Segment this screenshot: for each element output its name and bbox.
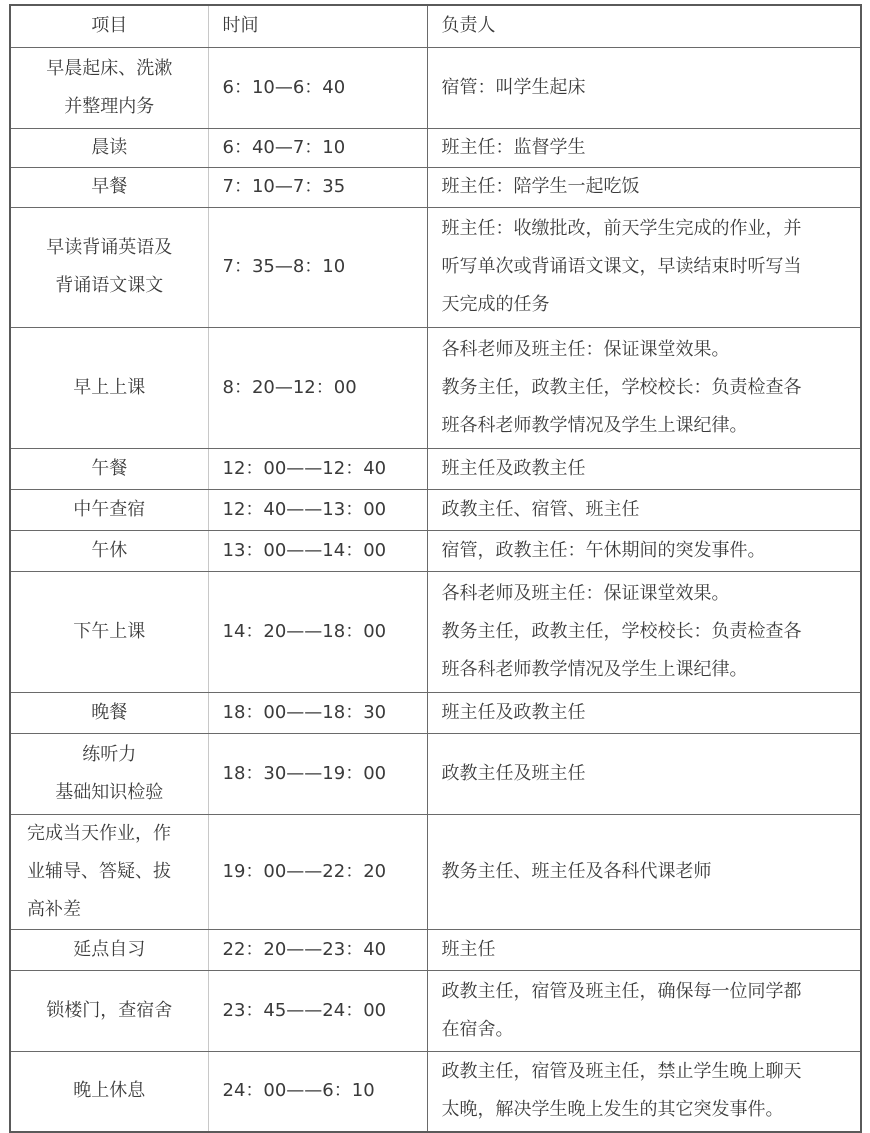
table-row bbox=[10, 814, 861, 929]
item-line: 下午上课 bbox=[73, 620, 146, 642]
daily-schedule-table bbox=[9, 4, 862, 1133]
owner-line: 在宿舍。 bbox=[441, 1018, 514, 1040]
cell-item bbox=[10, 167, 208, 207]
table-row bbox=[10, 929, 861, 970]
owner-line: 各科老师及班主任：保证课堂效果。 bbox=[441, 582, 730, 604]
item-line: 午休 bbox=[91, 539, 128, 561]
item-line: 晚餐 bbox=[91, 701, 128, 723]
cell-time: 18：00——18：30 bbox=[208, 692, 427, 733]
cell-owner bbox=[427, 448, 861, 489]
owner-line: 天完成的任务 bbox=[441, 294, 550, 315]
table-row bbox=[10, 530, 861, 571]
cell-time: 12：40——13：00 bbox=[208, 489, 427, 530]
item-line: 早读背诵英语及 bbox=[46, 237, 173, 258]
cell-time: 12：00——12：40 bbox=[208, 448, 427, 489]
cell-owner bbox=[427, 167, 861, 207]
cell-item bbox=[10, 448, 208, 489]
cell-owner bbox=[427, 970, 861, 1051]
cell-owner bbox=[427, 47, 861, 128]
owner-line: 各科老师及班主任：保证课堂效果。 bbox=[441, 338, 730, 360]
item-line: 晨读 bbox=[91, 136, 128, 158]
cell-item bbox=[10, 733, 208, 814]
cell-time: 24：00——6：10 bbox=[208, 1051, 427, 1132]
owner-line: 班各科老师教学情况及学生上课纪律。 bbox=[441, 414, 748, 436]
cell-item bbox=[10, 1051, 208, 1132]
item-line: 午餐 bbox=[91, 457, 128, 479]
cell-item bbox=[10, 814, 208, 929]
item-line: 基础知识检验 bbox=[55, 781, 164, 803]
owner-line: 教务主任，政教主任，学校校长：负责检查各 bbox=[441, 376, 802, 398]
item-line: 早餐 bbox=[91, 176, 128, 197]
item-line: 并整理内务 bbox=[64, 95, 155, 117]
cell-time: 8：20—12：00 bbox=[208, 327, 427, 448]
cell-owner bbox=[427, 530, 861, 571]
owner-line: 班主任及政教主任 bbox=[441, 701, 586, 723]
table-header bbox=[10, 5, 861, 47]
cell-item bbox=[10, 530, 208, 571]
cell-owner bbox=[427, 489, 861, 530]
owner-line: 班主任：监督学生 bbox=[441, 136, 586, 158]
cell-owner bbox=[427, 1051, 861, 1132]
cell-item bbox=[10, 489, 208, 530]
item-line: 练听力 bbox=[82, 743, 137, 765]
table-body bbox=[10, 47, 861, 1132]
cell-item bbox=[10, 47, 208, 128]
table-row bbox=[10, 571, 861, 692]
owner-line: 宿管：叫学生起床 bbox=[441, 76, 586, 98]
owner-line: 宿管，政教主任：午休期间的突发事件。 bbox=[441, 539, 766, 561]
header-item: 项目 bbox=[10, 5, 208, 47]
cell-time: 14：20——18：00 bbox=[208, 571, 427, 692]
cell-item bbox=[10, 692, 208, 733]
cell-owner bbox=[427, 814, 861, 929]
cell-time: 13：00——14：00 bbox=[208, 530, 427, 571]
cell-owner bbox=[427, 733, 861, 814]
cell-time: 22：20——23：40 bbox=[208, 929, 427, 970]
owner-line: 班主任及政教主任 bbox=[441, 457, 586, 479]
cell-time: 6：40—7：10 bbox=[208, 128, 427, 167]
owner-line: 政教主任，宿管及班主任，禁止学生晚上聊天 bbox=[441, 1061, 802, 1083]
owner-line: 教务主任、班主任及各科代课老师 bbox=[441, 860, 712, 882]
cell-item bbox=[10, 327, 208, 448]
table-row bbox=[10, 47, 861, 128]
header-owner: 负责人 bbox=[427, 5, 861, 47]
cell-time: 7：35—8：10 bbox=[208, 207, 427, 327]
cell-owner bbox=[427, 571, 861, 692]
item-line: 高补差 bbox=[27, 898, 81, 920]
item-line: 早晨起床、洗漱 bbox=[46, 57, 173, 79]
cell-owner bbox=[427, 207, 861, 327]
item-line: 背诵语文课文 bbox=[55, 275, 164, 296]
owner-line: 听写单次或背诵语文课文，早读结束时听写当 bbox=[441, 256, 802, 277]
cell-time: 6：10—6：40 bbox=[208, 47, 427, 128]
cell-owner bbox=[427, 929, 861, 970]
table-row bbox=[10, 970, 861, 1051]
table-row bbox=[10, 128, 861, 167]
owner-line: 班主任：陪学生一起吃饭 bbox=[441, 176, 640, 197]
owner-line: 政教主任、宿管、班主任 bbox=[441, 498, 640, 520]
header-row bbox=[10, 5, 861, 47]
table-row bbox=[10, 1051, 861, 1132]
table-row bbox=[10, 692, 861, 733]
item-line: 锁楼门，查宿舍 bbox=[46, 999, 173, 1021]
item-line: 中午查宿 bbox=[73, 498, 146, 520]
table-row bbox=[10, 327, 861, 448]
cell-time: 18：30——19：00 bbox=[208, 733, 427, 814]
item-line: 完成当天作业，作 bbox=[27, 822, 171, 844]
item-line: 延点自习 bbox=[73, 938, 146, 960]
table-row bbox=[10, 489, 861, 530]
item-line: 早上上课 bbox=[73, 376, 146, 398]
header-time: 时间 bbox=[208, 5, 427, 47]
cell-time: 23：45——24：00 bbox=[208, 970, 427, 1051]
cell-time: 7：10—7：35 bbox=[208, 167, 427, 207]
cell-item bbox=[10, 128, 208, 167]
owner-line: 太晚，解决学生晚上发生的其它突发事件。 bbox=[441, 1099, 784, 1121]
owner-line: 班主任 bbox=[441, 938, 496, 960]
table-row bbox=[10, 167, 861, 207]
item-line: 晚上休息 bbox=[73, 1080, 146, 1102]
cell-item bbox=[10, 929, 208, 970]
owner-line: 政教主任，宿管及班主任，确保每一位同学都 bbox=[441, 980, 802, 1002]
owner-line: 政教主任及班主任 bbox=[441, 762, 586, 784]
cell-time: 19：00——22：20 bbox=[208, 814, 427, 929]
item-line: 业辅导、答疑、拔 bbox=[27, 860, 171, 882]
owner-line: 班各科老师教学情况及学生上课纪律。 bbox=[441, 658, 748, 680]
table-row bbox=[10, 207, 861, 327]
cell-item bbox=[10, 970, 208, 1051]
table-row bbox=[10, 733, 861, 814]
cell-item bbox=[10, 207, 208, 327]
cell-item bbox=[10, 571, 208, 692]
table-row bbox=[10, 448, 861, 489]
owner-line: 班主任：收缴批改，前天学生完成的作业，并 bbox=[441, 218, 802, 239]
cell-owner bbox=[427, 327, 861, 448]
cell-owner bbox=[427, 128, 861, 167]
cell-owner bbox=[427, 692, 861, 733]
owner-line: 教务主任，政教主任，学校校长：负责检查各 bbox=[441, 620, 802, 642]
